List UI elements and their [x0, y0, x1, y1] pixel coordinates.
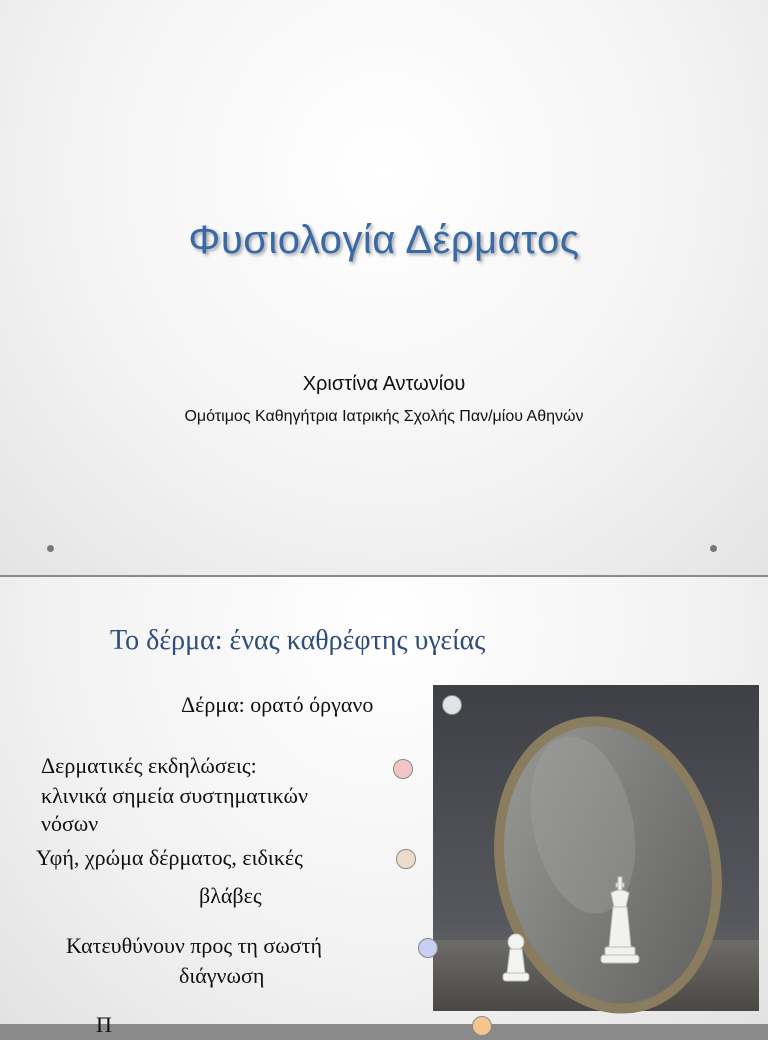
bullet-marker-pink — [393, 759, 413, 779]
bullet-texture-color — [36, 843, 303, 873]
bullet-text: βλάβες — [199, 883, 262, 908]
slide-dot-left — [47, 545, 54, 552]
content-slide — [0, 577, 768, 1037]
bullet-marker-blue — [418, 938, 438, 958]
mirror-chess-image — [433, 685, 759, 1011]
slide-title: Φυσιολογία Δέρματος — [188, 218, 580, 262]
bullet-diagnosis — [66, 931, 322, 961]
bullet-diagnosis-cont — [179, 961, 264, 991]
bullet-visible-organ — [181, 690, 373, 720]
bullet-text: Π — [96, 1012, 112, 1037]
bullet-marker-gray — [442, 695, 462, 715]
bullet-text: κλινικά σημεία συστηματικών — [41, 783, 308, 808]
bullet-texture-color-cont — [199, 881, 262, 911]
bullet-text: διάγνωση — [179, 963, 265, 988]
slide-dot-right — [710, 545, 717, 552]
bullet-text: Κατευθύνουν προς τη σωστή — [66, 933, 322, 958]
author-affiliation: Ομότιμος Καθηγήτρια Ιατρικής Σχολής Παν/μίου Αθηνών — [184, 408, 584, 425]
author-name: Χριστίνα Αντωνίου — [302, 373, 466, 395]
bullet-text: Δερματικές εκδηλώσεις: — [41, 753, 257, 778]
bullet-text: Δέρμα: ορατό όργανο — [181, 692, 374, 717]
bullet-text: νόσων — [41, 811, 99, 836]
bullet-marker-beige — [396, 849, 416, 869]
bullet-cut-off — [96, 1010, 112, 1040]
bullet-text: Υφή, χρώμα δέρματος, ειδικές — [36, 845, 303, 870]
bullet-marker-orange — [472, 1016, 492, 1036]
mirror-illustration — [433, 685, 759, 1011]
slide-title: Το δέρμα: ένας καθρέφτης υγείας — [110, 625, 486, 656]
bullet-skin-manifestations — [41, 751, 308, 839]
